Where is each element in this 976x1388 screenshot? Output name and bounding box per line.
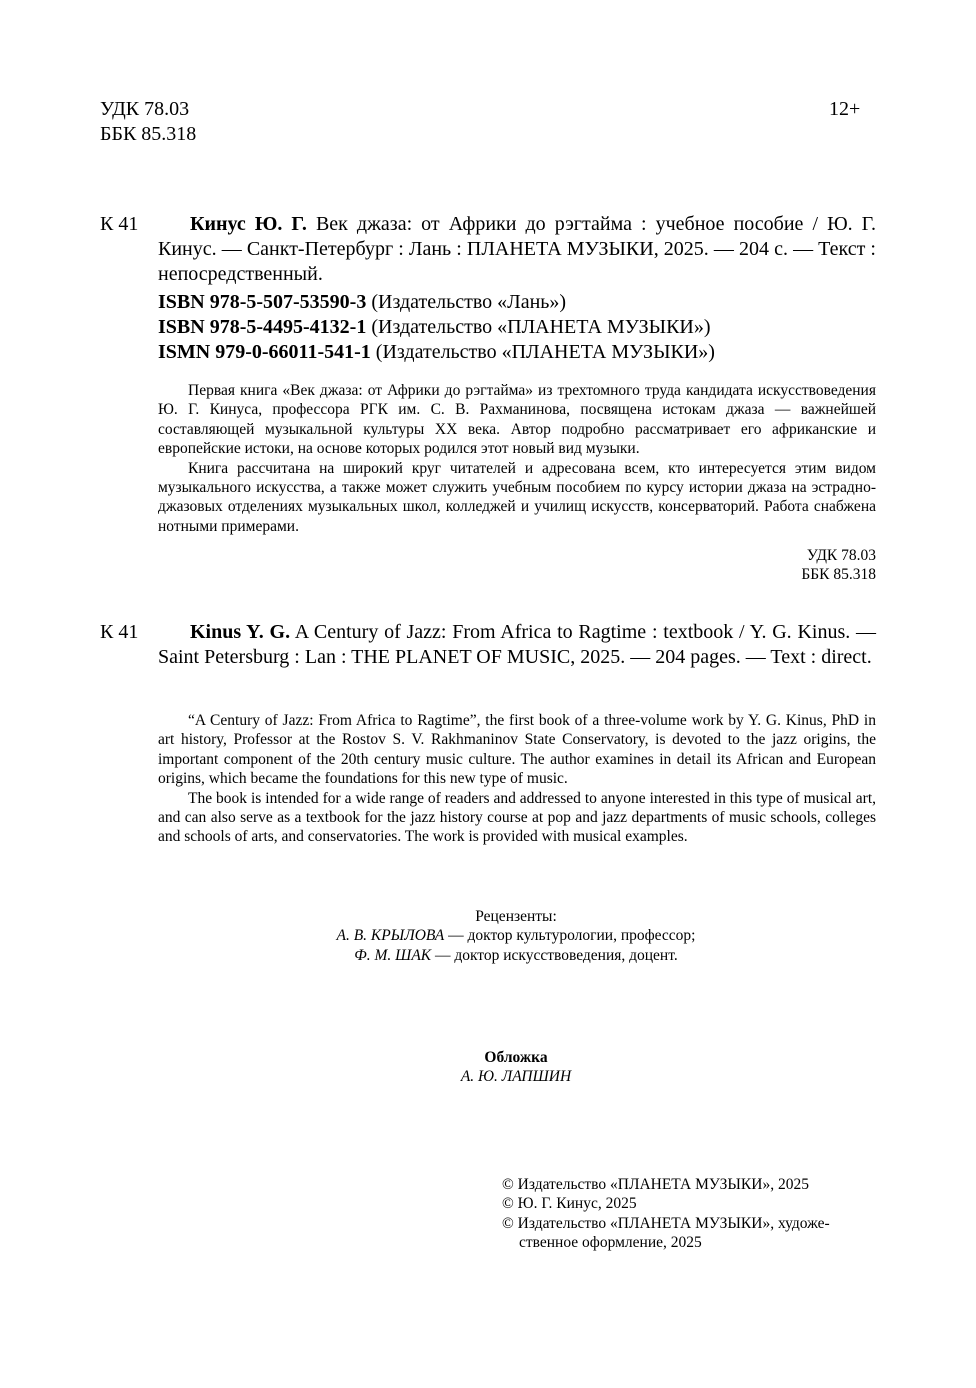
abstract-paragraph: The book is intended for a wide range of readers and addressed to anyone interested in this type of musical art, and can also serve as a textbook for the jazz history course at pop and jazz departments of music schools, colleges and schools of arts, and conservatories. The work is provided with musical examples. [158, 789, 876, 846]
copyright-line-continued: ственное оформление, 2025 [519, 1234, 702, 1252]
bib-entry-en [158, 620, 876, 670]
author-en: Kinus Y. G. [190, 621, 291, 643]
abstract-paragraph: “A Century of Jazz: From Africa to Ragtime”, the first book of a three-volume work by Y. G. Kinus, PhD in art history, Professor at the Rostov S. V. Rakhmaninov State Conservatory, is devoted to the jazz origins, the important component of the 20th century music culture. The author examines in detail its African and European origins, which became the foundations for this new type of music. [158, 712, 876, 788]
isbn-type: ISMN [158, 341, 211, 363]
copyright-line: © Издательство «ПЛАНЕТА МУЗЫКИ», художе- [502, 1214, 830, 1232]
author-ru: Кинус Ю. Г. [190, 213, 307, 235]
reviewers-block [0, 907, 976, 965]
isbn-line [158, 340, 876, 365]
copyright-block [502, 1175, 862, 1253]
copyright-line: © Издательство «ПЛАНЕТА МУЗЫКИ», 2025 [502, 1176, 809, 1193]
udk-code: УДК 78.03 [806, 547, 876, 564]
abstract-ru [158, 381, 876, 536]
isbn-line [158, 290, 876, 315]
cover-heading: Обложка [484, 1049, 548, 1066]
cover-credit [0, 1048, 976, 1087]
abstract-paragraph: Книга рассчитана на широкий круг читателей и адресована всем, кто интересуется этим видом музыкального искусства, а также может служить учебным пособием по курсу истории джаза на эстрадно-джазовых отделениях музыкальных школ, колледжей и училищ искусств, консерваторий. Работа снабжена нотными примерами. [158, 459, 876, 535]
cover-designer: А. Ю. ЛАПШИН [460, 1068, 572, 1086]
classification-block [100, 97, 196, 147]
isbn-publisher: (Издательство «ПЛАНЕТА МУЗЫКИ») [371, 316, 711, 338]
isbn-type: ISBN [158, 316, 205, 338]
reviewer-line [0, 946, 976, 965]
bib-entry-ru [158, 212, 876, 287]
copyright-line: © Ю. Г. Кинус, 2025 [502, 1195, 637, 1213]
reviewers-heading: Рецензенты: [475, 908, 557, 925]
bib-description-en: A Century of Jazz: From Africa to Ragtime : textbook / Y. G. Kinus. — Saint Petersburg : Lan : THE PLANET OF MUSIC, 2025. — 204 pages. — Text : direct. [158, 621, 876, 668]
udk-code: УДК 78.03 [100, 98, 190, 120]
isbn-list [158, 290, 876, 365]
abstract-paragraph: Первая книга «Век джаза: от Африки до рэгтайма» из трехтомного труда кандидата искусствоведения Ю. Г. Кинуса, профессора РГК им. С. В. Рахманинова, посвящена истокам джаза — важнейшей составляющей музыкальной культуры XX века. Автор подробно рассматривает его африканские и европейские истоки, на основе которых родился этот новый вид музыки. [158, 382, 876, 458]
reviewer-name: Ф. М. ШАК [354, 946, 432, 964]
author-mark-ru: К 41 [100, 213, 139, 235]
classification-right [801, 546, 876, 585]
reviewer-name: А. В. КРЫЛОВА [336, 927, 445, 945]
bbk-code: ББК 85.318 [100, 123, 197, 145]
isbn-publisher: (Издательство «Лань») [371, 291, 567, 313]
reviewer-role: — доктор культурологии, профессор; [444, 927, 696, 945]
reviewer-role: — доктор искусствоведения, доцент. [431, 946, 678, 964]
bbk-code: ББК 85.318 [801, 566, 876, 584]
author-mark-en: К 41 [100, 621, 139, 643]
age-rating: 12+ [829, 98, 861, 120]
isbn-type: ISBN [158, 291, 205, 313]
isbn-number: 979-0-66011-541-1 [215, 341, 371, 363]
isbn-number: 978-5-507-53590-3 [209, 291, 367, 313]
reviewer-line [0, 926, 976, 945]
isbn-line [158, 315, 876, 340]
isbn-publisher: (Издательство «ПЛАНЕТА МУЗЫКИ») [375, 341, 715, 363]
abstract-en [158, 711, 876, 847]
isbn-number: 978-5-4495-4132-1 [209, 316, 367, 338]
bib-description-ru: Век джаза: от Африки до рэгтайма : учебное пособие / Ю. Г. Кинус. — Санкт-Петербург : Лань : ПЛАНЕТА МУЗЫКИ, 2025. — 204 с. — Текст : непосредственный. [158, 213, 876, 285]
